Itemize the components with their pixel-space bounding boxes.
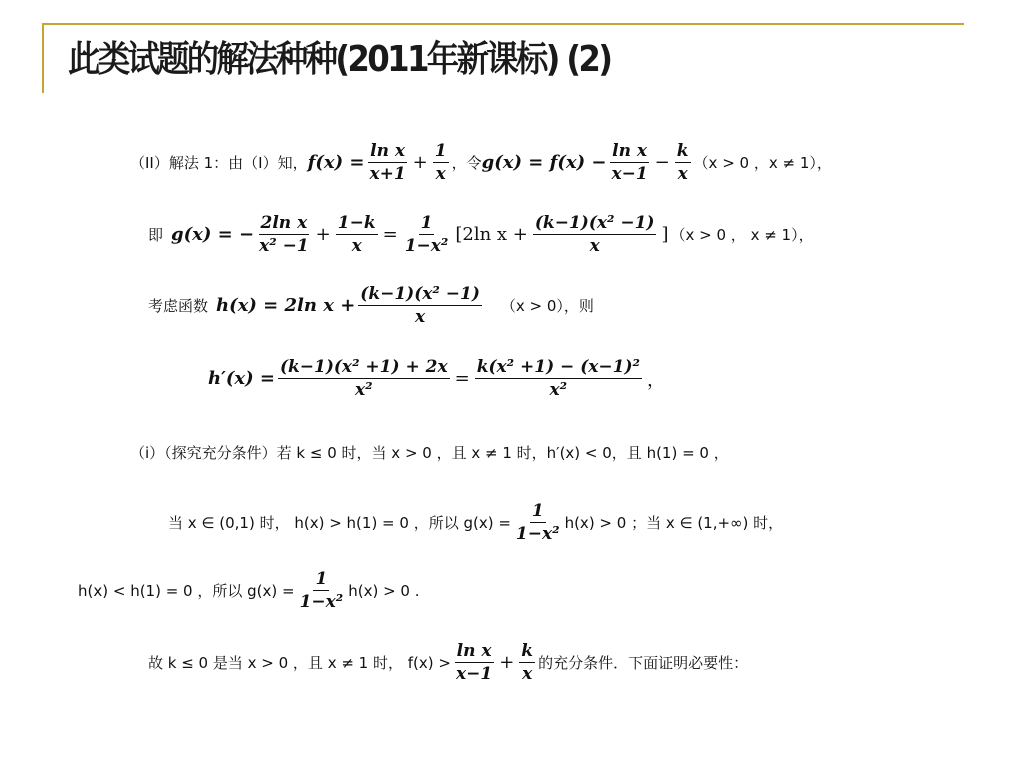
- solution-line-8: 故 k ≤ 0 是当 x > 0 ，且 x ≠ 1 时， f(x) > $\frac{\text{ln x}}{x-1}$ + $\frac{k}{x}$ 的充分条件．下面证明必要性：: [148, 641, 749, 684]
- top-accent-line: [42, 23, 964, 25]
- fraction-denominator: 1−x²: [515, 524, 560, 544]
- line1-condition: （x > 0 ，x ≠ 1），: [693, 154, 832, 172]
- fraction-numerator: 1: [434, 141, 447, 161]
- fraction-denominator: x−1: [455, 664, 493, 684]
- solution-line-7: h(x) < h(1) = 0 ，所以 g(x) = $\frac{1}{\text{1−x²}}$ h(x) > 0 .: [78, 569, 420, 612]
- solution-line-1: （II）解法 1：由（I）知， f(x) = $\frac{\text{ln x}}{x+1}$ + $\frac{1}{x}$ ，令 g(x) = f(x) − $\frac{\text{ln x}}{x-1}$ − $\frac{k}{x}$ （x > 0 ，x ≠ 1），: [130, 141, 832, 184]
- fraction: [533, 212, 657, 257]
- left-accent-line: [42, 23, 44, 93]
- fraction-numerator: 2ln x: [260, 213, 308, 233]
- fraction: [433, 140, 449, 185]
- line1-prefix: （II）解法 1：由（I）知，: [130, 154, 308, 172]
- fraction-numerator: (k−1)(x² −1): [534, 213, 655, 233]
- fraction-numerator: 1: [531, 501, 544, 521]
- solution-line-5: （i）（探究充分条件）若 k ≤ 0 时，当 x > 0 ，且 x ≠ 1 时，h′(x) < 0，且 h(1) = 0 ，: [130, 444, 729, 462]
- fraction: [475, 356, 642, 401]
- fraction-numerator: k: [521, 641, 534, 661]
- fraction-numerator: k: [676, 141, 689, 161]
- fraction: [514, 500, 562, 545]
- fraction-numerator: ln x: [612, 141, 647, 161]
- line1-g-def: g(x) = f(x) −: [481, 152, 607, 173]
- fraction-denominator: x: [435, 164, 446, 184]
- fraction-numerator: (k−1)(x² −1): [360, 284, 480, 304]
- solution-line-3: 考虑函数 h(x) = 2ln x + $\frac{\text{(k−1)(x² −1)}}{x}$ （x > 0），则: [148, 284, 594, 327]
- fraction-denominator: x: [415, 307, 426, 327]
- fraction-numerator: 1: [315, 569, 328, 589]
- fraction-denominator: x: [522, 664, 533, 684]
- fraction: [336, 212, 378, 257]
- fraction: [358, 283, 482, 328]
- fraction-numerator: (k−1)(x² +1) + 2x: [279, 357, 448, 377]
- fraction-denominator: x: [351, 236, 362, 256]
- line1-f-lhs: f(x) =: [307, 152, 365, 173]
- fraction: [519, 640, 535, 685]
- fraction-numerator: k(x² +1) − (x−1)²: [476, 357, 640, 377]
- fraction-numerator: ln x: [456, 641, 492, 661]
- fraction-denominator: x²: [549, 380, 568, 400]
- fraction: [367, 140, 407, 185]
- solution-line-2: 即 g(x) = − $\frac{\text{2ln x}}{\text{x² −1}}$ + $\frac{1-k}{x}$ = $\frac{1}{\text{1−x²}}$ [2ln x + $\frac{\text{(k−1)(x² −1)}}{x}$ ] （x > 0 ， x ≠ 1），: [148, 213, 814, 256]
- solution-line-4: h′(x) = $\frac{\text{(k−1)(x² +1) + 2x}}{\text{x²}}$ = $\frac{\text{k(x² +1) − (x−1)²}}{\text{x²}}$ ，: [208, 357, 665, 400]
- slide-title: 此类试题的解法种种(2011年新课标) (2): [68, 39, 611, 80]
- fraction-denominator: x: [677, 164, 688, 184]
- fraction-denominator: 1−x²: [299, 592, 344, 612]
- fraction: [257, 212, 311, 257]
- fraction-numerator: 1−k: [337, 213, 376, 233]
- fraction-numerator: ln x: [370, 141, 405, 161]
- fraction: [403, 212, 451, 257]
- fraction: [278, 356, 450, 401]
- fraction-denominator: 1−x²: [404, 236, 449, 256]
- fraction: [675, 140, 691, 185]
- fraction-denominator: x+1: [369, 164, 406, 184]
- solution-line-6: 当 x ∈ (0,1) 时， h(x) > h(1) = 0 ，所以 g(x) = $\frac{1}{\text{1−x²}}$ h(x) > 0 ；当 x ∈ (1,+∞) 时，: [168, 501, 784, 544]
- fraction: [454, 640, 494, 685]
- fraction-numerator: 1: [420, 213, 433, 233]
- fraction-denominator: x−1: [611, 164, 648, 184]
- fraction-denominator: x² −1: [259, 236, 309, 256]
- fraction-denominator: x²: [354, 380, 373, 400]
- fraction: [609, 140, 649, 185]
- fraction: [298, 568, 346, 613]
- fraction-denominator: x: [589, 236, 600, 256]
